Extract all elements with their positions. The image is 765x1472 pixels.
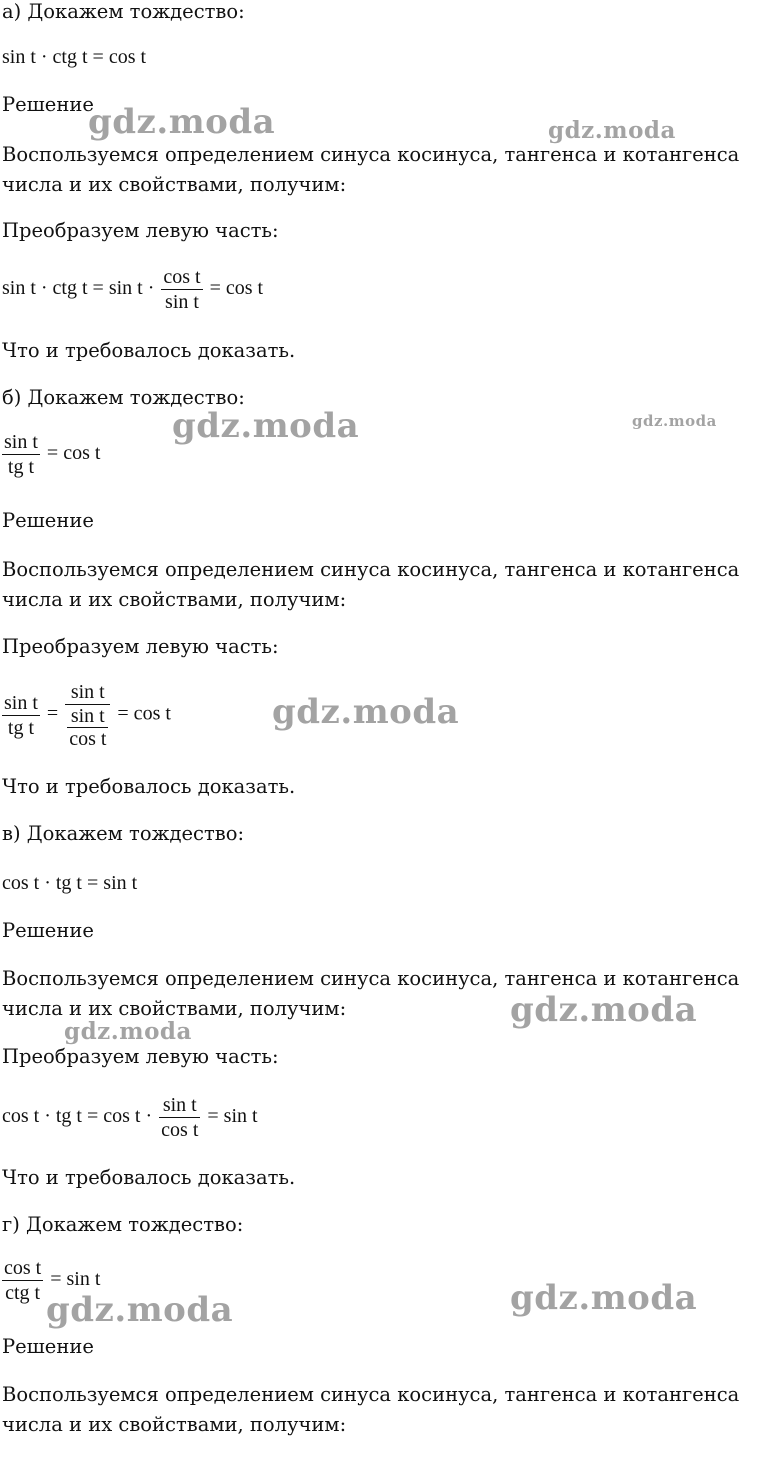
section-b-conclusion: Что и требовалось доказать. (2, 775, 296, 798)
identity-eq: = (92, 46, 104, 68)
identity-eq: = (46, 442, 59, 465)
section-b-transform (2, 680, 171, 750)
watermark: gdz.moda (64, 1018, 192, 1045)
transform-end: = sin t (207, 1105, 258, 1128)
watermark: gdz.moda (272, 692, 460, 732)
section-a-transform-label: Преобразуем левую часть: (2, 219, 279, 242)
inner-fraction-numerator: sin t (67, 705, 108, 728)
transform-end: = cos t (117, 702, 171, 725)
section-a-identity (2, 45, 146, 69)
identity-rhs: sin t (66, 1268, 101, 1291)
section-a-conclusion: Что и требовалось доказать. (2, 339, 296, 362)
section-v-solution-label: Решение (2, 919, 94, 942)
fraction-denominator (65, 705, 110, 750)
fraction-numerator: sin t (4, 431, 38, 453)
identity-rhs: sin t (103, 872, 138, 894)
section-v-method-text: Воспользуемся определением синуса косинуса, тангенса и котангенса числа и их свойствами, получим: (2, 967, 740, 1020)
fraction-denominator: ctg t (5, 1282, 41, 1304)
fraction-numerator: sin t (159, 1093, 200, 1118)
fraction-numerator: sin t (4, 691, 38, 714)
watermark: gdz.moda (172, 406, 360, 446)
fraction-numerator: cos t (4, 1257, 42, 1279)
compound-fraction (65, 680, 110, 750)
section-g-solution-label: Решение (2, 1335, 94, 1358)
section-a-transform (2, 265, 263, 314)
fraction-numerator: sin t (65, 680, 110, 705)
identity-eq: = (87, 872, 99, 894)
fraction (2, 691, 40, 740)
section-b-heading: б) Докажем тождество: (2, 386, 245, 409)
section-b-solution-label: Решение (2, 509, 94, 532)
section-a-heading: а) Докажем тождество: (2, 0, 245, 23)
section-v-transform (2, 1093, 258, 1142)
fraction (2, 430, 40, 479)
identity-lhs: cos t · tg t (2, 872, 82, 894)
identity-eq: = (50, 1268, 62, 1291)
section-b-identity (2, 430, 100, 479)
fraction (161, 265, 202, 314)
watermark: gdz.moda (548, 117, 676, 144)
section-a-solution-label: Решение (2, 93, 94, 116)
section-b-method-text: Воспользуемся определением синуса косинуса, тангенса и котангенса числа и их свойствами, получим: (2, 558, 740, 611)
watermark: gdz.moda (632, 412, 717, 430)
section-v-heading: в) Докажем тождество: (2, 822, 245, 845)
section-g-method-text: Воспользуемся определением синуса косинуса, тангенса и котангенса числа и их свойствами, получим: (2, 1383, 740, 1436)
transform-start: cos t · tg t = cos t · (2, 1105, 153, 1128)
watermark: gdz.moda (88, 102, 276, 142)
transform-eq: = (46, 702, 59, 725)
transform-start: sin t · ctg t = sin t · (2, 277, 155, 300)
section-a-method-text: Воспользуемся определением синуса косинуса, тангенса и котангенса числа и их свойствами, получим: (2, 143, 740, 196)
fraction-denominator: tg t (7, 456, 35, 478)
watermark: gdz.moda (46, 1290, 234, 1330)
section-v-transform-label: Преобразуем левую часть: (2, 1045, 279, 1068)
fraction-denominator: tg t (7, 716, 35, 739)
section-g-heading: г) Докажем тождество: (2, 1213, 244, 1236)
fraction (2, 1256, 43, 1305)
fraction-denominator: sin t (165, 291, 199, 313)
identity-rhs: cos t (108, 46, 147, 68)
identity-rhs: cos t (63, 442, 101, 465)
section-v-conclusion: Что и требовалось доказать. (2, 1166, 296, 1189)
section-b-transform-label: Преобразуем левую часть: (2, 635, 279, 658)
fraction (159, 1093, 200, 1142)
watermark: gdz.moda (510, 1278, 698, 1318)
watermark: gdz.moda (510, 990, 698, 1030)
identity-lhs: sin t · ctg t (2, 46, 88, 68)
fraction-numerator: cos t (163, 266, 201, 288)
inner-fraction (67, 705, 108, 750)
inner-fraction-denominator: cos t (69, 728, 107, 750)
transform-end: = cos t (209, 277, 264, 300)
section-v-identity (2, 871, 137, 895)
fraction-denominator: cos t (161, 1119, 199, 1141)
